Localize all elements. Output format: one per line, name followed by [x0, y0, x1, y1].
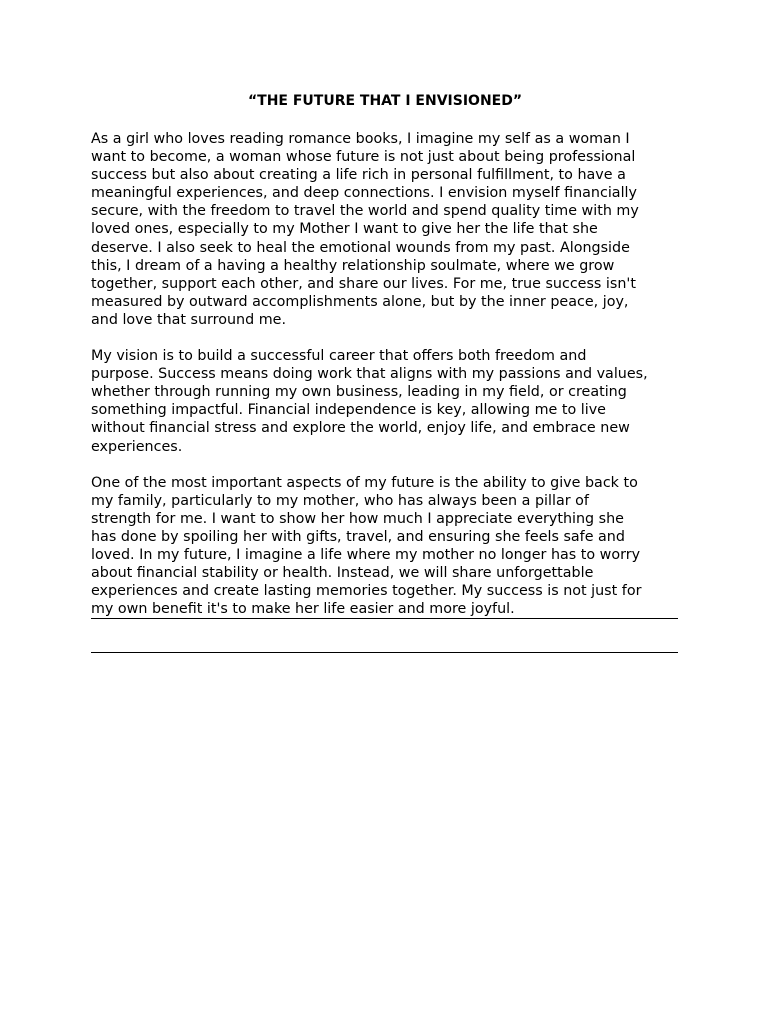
document-page — [91, 92, 679, 636]
text-line: about financial stability or health. Instead, we will share unforgettable — [91, 565, 594, 582]
text-line: experiences and create lasting memories together. My success is not just for — [91, 583, 642, 600]
text-line: loved ones, especially to my Mother I want to give her the life that she — [91, 221, 598, 238]
text-line: deserve. I also seek to heal the emotional wounds from my past. Alongside — [91, 239, 630, 256]
text-line: purpose. Success means doing work that aligns with my passions and values, — [91, 366, 648, 383]
text-line: One of the most important aspects of my future is the ability to give back to — [91, 474, 638, 491]
text-line: measured by outward accomplishments alone, but by the inner peace, joy, — [91, 293, 629, 310]
text-line: has done by spoiling her with gifts, travel, and ensuring she feels safe and — [91, 528, 625, 545]
text-line: My vision is to build a successful career that offers both freedom and — [91, 348, 587, 365]
text-line: my own benefit it's to make her life easier and more joyful. — [91, 601, 515, 618]
document-body — [91, 130, 679, 618]
text-line: whether through running my own business, leading in my field, or creating — [91, 384, 627, 401]
text-line: my family, particularly to my mother, who has always been a pillar of — [91, 492, 589, 509]
text-line: and love that surround me. — [91, 311, 286, 328]
paragraph-1 — [91, 130, 679, 329]
text-line: strength for me. I want to show her how much I appreciate everything she — [91, 510, 624, 527]
document-title: “THE FUTURE THAT I ENVISIONED” — [247, 93, 523, 109]
text-line: this, I dream of a having a healthy relationship soulmate, where we grow — [91, 257, 615, 274]
signature-line — [91, 618, 678, 619]
text-line: loved. In my future, I imagine a life where my mother no longer has to worry — [91, 546, 641, 563]
text-line: As a girl who loves reading romance books, I imagine my self as a woman I — [91, 131, 630, 147]
paragraph-3 — [91, 474, 679, 619]
text-line: meaningful experiences, and deep connections. I envision myself financially — [91, 185, 637, 202]
blank-line — [91, 652, 678, 653]
text-line: secure, with the freedom to travel the world and spend quality time with my — [91, 203, 639, 220]
text-line: success but also about creating a life rich in personal fulfillment, to have a — [91, 167, 626, 184]
text-line: together, support each other, and share our lives. For me, true success isn't — [91, 275, 636, 292]
text-line: something impactful. Financial independence is key, allowing me to live — [91, 402, 606, 419]
paragraph-2 — [91, 347, 679, 456]
text-line: want to become, a woman whose future is not just about being professional — [91, 149, 636, 166]
text-line: without financial stress and explore the world, enjoy life, and embrace new — [91, 420, 630, 437]
text-line: experiences. — [91, 438, 183, 455]
